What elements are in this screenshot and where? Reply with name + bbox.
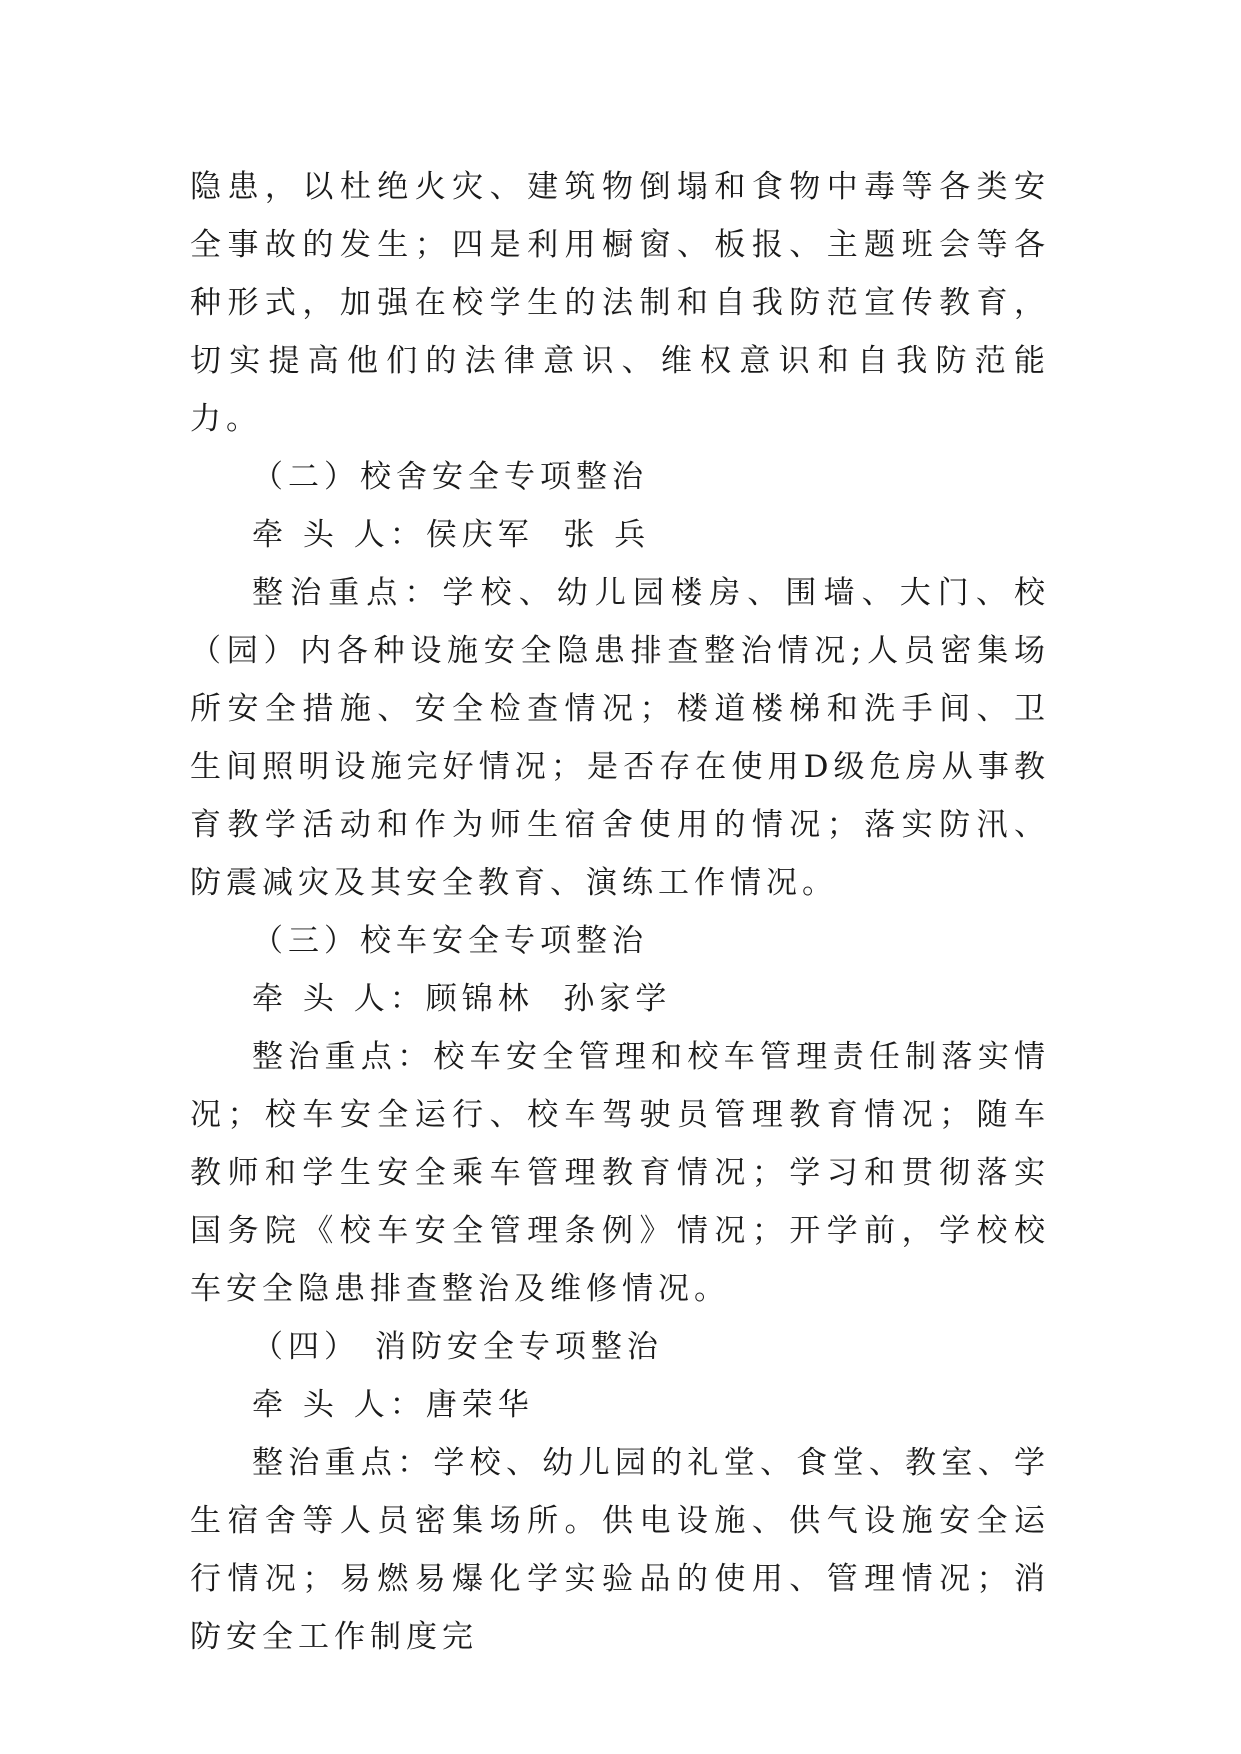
paragraph-school-bus-focus: 整治重点：校车安全管理和校车管理责任制落实情况；校车安全运行、校车驾驶员管理教育情况；随车教师和学生安全乘车管理教育情况；学习和贯彻落实国务院《校车安全管理条例》情况；开学前，学校校车安全隐患排查整治及维修情况。 (190, 1039, 1050, 1307)
section-leaders-fire-safety: 牵 头 人：唐荣华 (252, 1387, 534, 1423)
section-heading-school-building-safety: （二）校舍安全专项整治 (252, 459, 648, 495)
paragraph-school-building-focus: 整治重点：学校、幼儿园楼房、围墙、大门、校（园）内各种设施安全隐患排查整治情况;人员密集场所安全措施、安全检查情况；楼道楼梯和洗手间、卫生间照明设施完好情况；是否存在使用D级危房从事教育教学活动和作为师生宿舍使用的情况；落实防汛、防震减灾及其安全教育、演练工作情况。 (190, 575, 1050, 901)
section-heading-school-bus-safety: （三）校车安全专项整治 (252, 923, 648, 959)
paragraph-fire-safety-focus: 整治重点：学校、幼儿园的礼堂、食堂、教室、学生宿舍等人员密集场所。供电设施、供气设施安全运行情况；易燃易爆化学实验品的使用、管理情况；消防安全工作制度完 (190, 1445, 1050, 1655)
paragraph-safety-education: 隐患，以杜绝火灾、建筑物倒塌和食物中毒等各类安全事故的发生；四是利用橱窗、板报、主题班会等各种形式，加强在校学生的法制和自我防范宣传教育，切实提高他们的法律意识、维权意识和自我防范能力。 (190, 169, 1050, 437)
section-leaders-school-building: 牵 头 人：侯庆军 张 兵 (252, 517, 651, 553)
document-body (190, 158, 1050, 1666)
section-leaders-school-bus: 牵 头 人：顾锦林 孙家学 (252, 981, 672, 1017)
section-heading-fire-safety: （四） 消防安全专项整治 (252, 1329, 663, 1365)
